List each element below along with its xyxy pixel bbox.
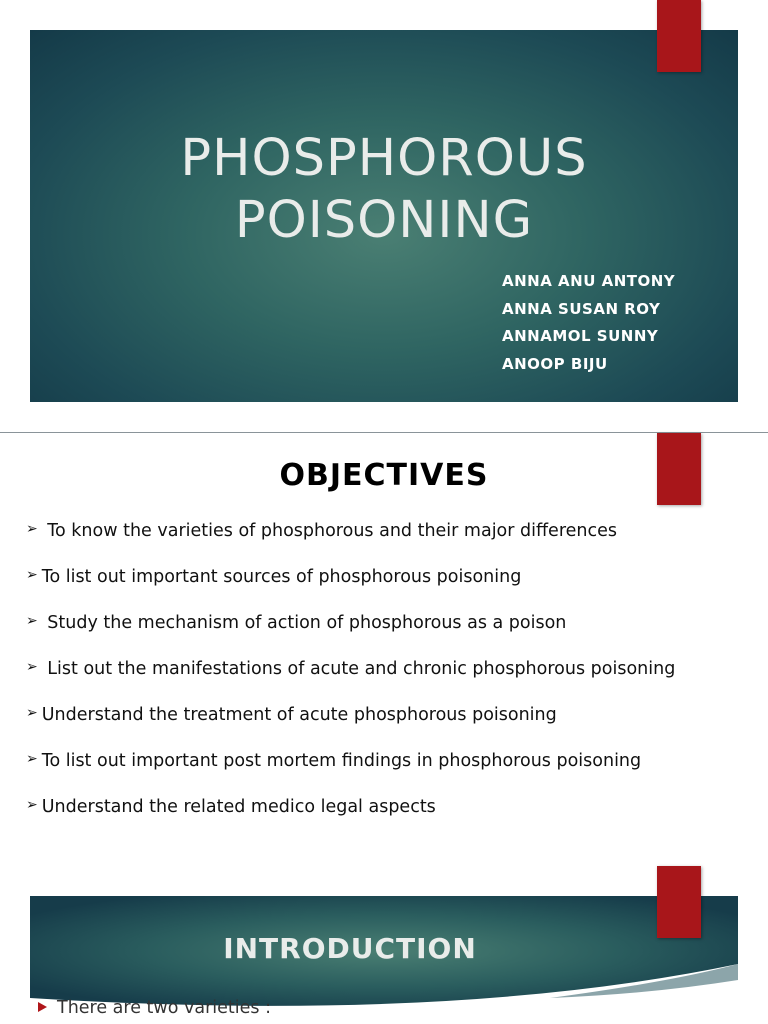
author-name: ANNAMOL SUNNY (502, 327, 659, 345)
list-item: ➢ Understand the related medico legal aspects (26, 797, 436, 817)
list-item: ➢ List out the manifestations of acute and chronic phosphorous poisoning (26, 659, 676, 679)
arrow-bullet-icon: ➢ (26, 797, 38, 813)
arrow-bullet-icon: ➢ (26, 613, 38, 629)
introduction-heading: INTRODUCTION (223, 932, 477, 965)
slide-title (30, 128, 738, 252)
title-line-2: POISONING (234, 191, 534, 250)
list-item: ➢ To list out important post mortem findings in phosphorous poisoning (26, 751, 642, 771)
slide1-accent-bar (657, 0, 701, 72)
list-item: ➢ To list out important sources of phosphorous poisoning (26, 567, 522, 587)
author-name: ANNA SUSAN ROY (502, 299, 661, 318)
arrow-bullet-icon: ➢ (26, 521, 38, 537)
objectives-heading: OBJECTIVES (279, 458, 489, 493)
author-name: ANNA ANU ANTONY (502, 272, 676, 290)
list-item: ➢ Study the mechanism of action of phosphorous as a poison (26, 613, 567, 633)
slide3-accent-bar (657, 866, 701, 938)
author-name: ANOOP BIJU (502, 354, 608, 373)
title-line-1: PHOSPHOROUS (180, 129, 588, 188)
intro-bullet-item: There are two varieties : (38, 998, 271, 1018)
arrow-bullet-icon: ➢ (26, 705, 38, 721)
triangle-bullet-icon (38, 1002, 47, 1012)
arrow-bullet-icon: ➢ (26, 567, 38, 583)
author-list (502, 268, 675, 378)
slide-divider (0, 432, 768, 433)
list-item: ➢ To know the varieties of phosphorous and their major differences (26, 521, 617, 541)
arrow-bullet-icon: ➢ (26, 751, 38, 767)
list-item: ➢ Understand the treatment of acute phosphorous poisoning (26, 705, 557, 725)
arrow-bullet-icon: ➢ (26, 659, 38, 675)
